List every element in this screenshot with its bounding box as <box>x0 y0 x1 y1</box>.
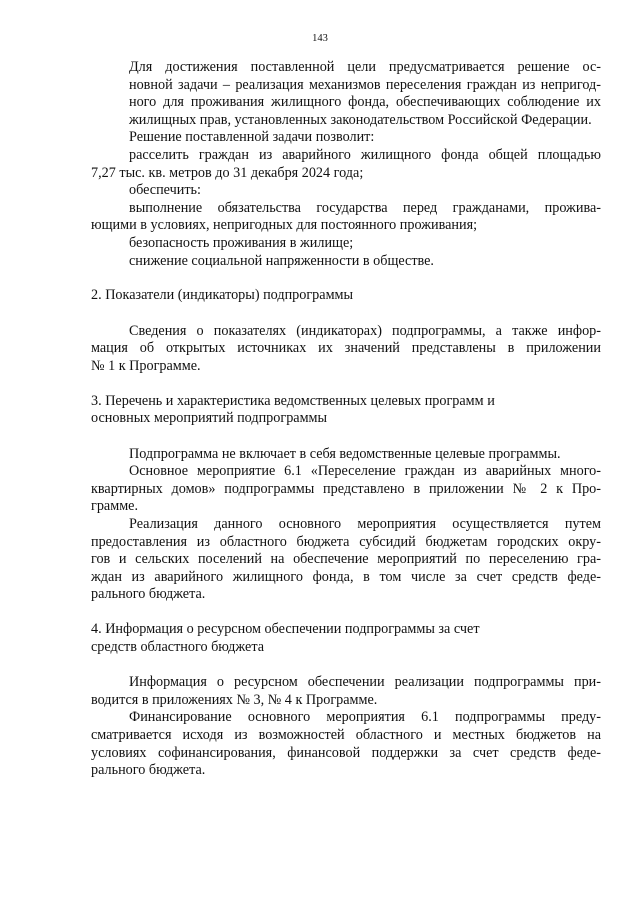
text-line: Информация о ресурсном обеспечении реализации подпрограммы при- <box>129 674 601 691</box>
heading-line: 4. Информация о ресурсном обеспечении подпрограммы за счет <box>91 621 480 638</box>
section-4-paragraph-2 <box>91 709 601 779</box>
text-line: Финансирование основного мероприятия 6.1 подпрограммы преду- <box>129 709 601 726</box>
text-line: условиях софинансирования, финансовой поддержки за счет средств феде- <box>91 744 601 761</box>
text-line: Для достижения поставленной цели предусматривается решение ос- <box>129 59 601 75</box>
intro-paragraph-6: безопасность проживания в жилище; <box>129 234 354 251</box>
text-line: грамме. <box>91 498 139 515</box>
text-line: жилищных прав, установленных законодательством Российской Федерации. <box>129 111 592 128</box>
section-3-paragraph-3 <box>91 516 601 604</box>
text-line: ждан из аварийного жилищного фонда, в том числе за счет средств феде- <box>91 568 601 585</box>
text-line: рального бюджета. <box>91 586 206 603</box>
document-body <box>91 59 601 780</box>
intro-paragraph-7: снижение социальной напряженности в обществе. <box>129 252 434 269</box>
heading-line: 3. Перечень и характеристика ведомственных целевых программ и <box>91 392 495 409</box>
text-line: Сведения о показателях (индикаторах) подпрограммы, а также инфор- <box>129 322 601 339</box>
text-line: расселить граждан из аварийного жилищного фонда общей площадью <box>129 146 601 163</box>
page-number: 143 <box>312 33 328 44</box>
text-line: гов и сельских поселений на обеспечение мероприятий по переселению гра- <box>91 551 601 568</box>
section-2-paragraph-1 <box>91 323 601 376</box>
intro-paragraph-4: обеспечить: <box>129 182 201 199</box>
text-line: рального бюджета. <box>91 762 206 779</box>
text-line: водится в приложениях № 3, № 4 к Программе. <box>91 691 378 708</box>
intro-paragraph-5 <box>91 200 601 235</box>
text-line: сматривается исходя из возможностей областного и местных бюджетов на <box>91 727 601 743</box>
heading-line: средств областного бюджета <box>91 638 264 655</box>
text-line: Реализация данного основного мероприятия осуществляется путем <box>129 516 601 533</box>
text-line: ного для проживания жилищного фонда, обеспечивающих соблюдение их <box>129 94 601 111</box>
section-3-heading <box>91 393 601 428</box>
text-line: квартирных домов» подпрограммы представлено в приложении № 2 к Про- <box>91 480 601 497</box>
text-line: 7,27 тыс. кв. метров до 31 декабря 2024 года; <box>91 164 364 181</box>
text-line: № 1 к Программе. <box>91 357 201 374</box>
section-3-paragraph-2 <box>91 463 601 516</box>
section-2-heading: 2. Показатели (индикаторы) подпрограммы <box>91 287 354 304</box>
text-line: ющими в условиях, непригодных для постоянного проживания; <box>91 217 478 234</box>
heading-line: основных мероприятий подпрограммы <box>91 410 328 427</box>
section-3-paragraph-1: Подпрограмма не включает в себя ведомственные целевые программы. <box>129 445 561 462</box>
intro-paragraph-1 <box>91 59 601 129</box>
intro-paragraph-3 <box>91 147 601 182</box>
section-4-paragraph-1 <box>91 674 601 709</box>
text-line: мация об открытых источниках их значений представлены в приложении <box>91 340 601 357</box>
text-line: предоставления из областного бюджета субсидий бюджетам городских окру- <box>91 533 601 550</box>
text-line: выполнение обязательства государства перед гражданами, прожива- <box>129 199 601 216</box>
section-4-heading <box>91 621 601 656</box>
text-line: новной задачи – реализация механизмов переселения граждан из непригод- <box>129 76 601 93</box>
text-line: Основное мероприятие 6.1 «Переселение граждан из аварийных много- <box>129 463 601 480</box>
intro-paragraph-2: Решение поставленной задачи позволит: <box>129 129 375 146</box>
